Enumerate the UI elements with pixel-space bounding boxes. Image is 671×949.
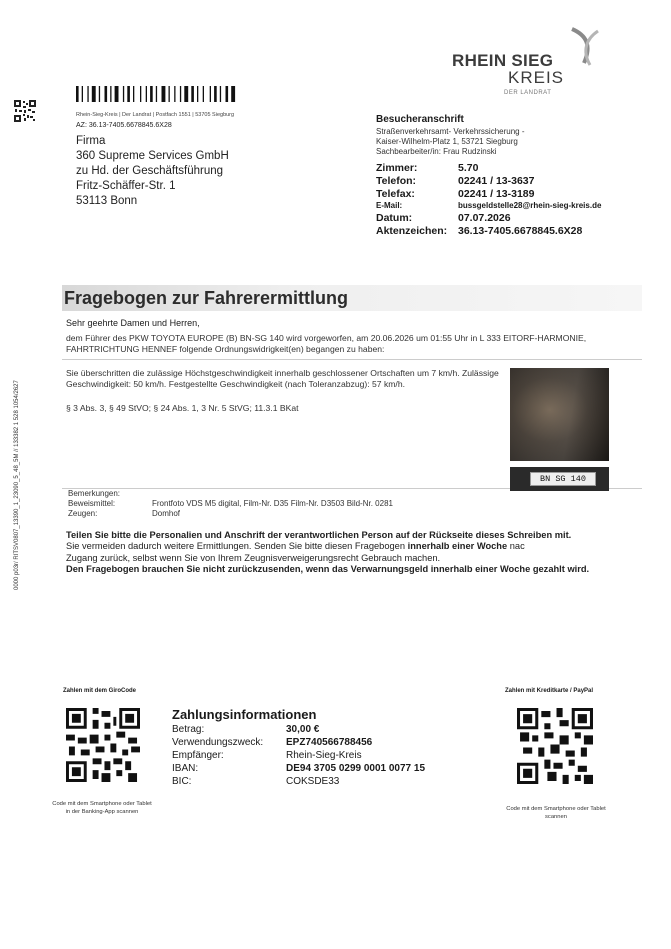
info-label-file-number: Aktenzeichen: <box>376 225 448 237</box>
recipient-line: Firma <box>76 135 106 147</box>
instruction-paragraph-2 <box>66 564 642 575</box>
evidence-label: Beweismittel: <box>68 499 116 508</box>
payment-value-amount: 30,00 € <box>286 724 320 735</box>
info-value-email[interactable]: bussgeldstelle28@rhein-sieg-kreis.de <box>458 201 602 210</box>
instruction-text-d: nac <box>507 541 525 552</box>
instruction-bold-c: innerhalb einer Woche <box>407 541 508 552</box>
recipient-line: Fritz-Schäffer-Str. 1 <box>76 180 176 192</box>
recipient-line: 53113 Bonn <box>76 195 138 207</box>
plate-text: BN SG 140 <box>530 472 596 486</box>
logo-swoosh-icon <box>568 27 602 67</box>
title-banner <box>62 285 642 311</box>
greeting: Sehr geehrte Damen und Herren, <box>66 318 200 328</box>
remarks-label: Bemerkungen: <box>68 489 121 498</box>
logo-line-2: KREIS <box>508 68 565 87</box>
postal-barcode <box>76 86 252 102</box>
side-tracking-code <box>4 330 18 590</box>
paypal-qr-code[interactable] <box>517 708 593 784</box>
intro-text: dem Führer des PKW TOYOTA EUROPE (B) BN-SG 140 wird vorgeworfen, am 20.06.2026 um 01:55 Uhr in L 333 EITORF-HARMONIE, FAHRTRICHTUNG HENNEF folgende Ordnungswidrigkeit(en) begangen zu haben: <box>66 333 587 354</box>
payment-value-recipient: Rhein-Sieg-Kreis <box>286 750 362 761</box>
visit-line: Straßenverkehrsamt- Verkehrssicherung - <box>376 127 525 136</box>
payment-value-iban: DE94 3705 0299 0001 0077 15 <box>286 763 426 774</box>
info-value-phone: 02241 / 13-3637 <box>458 175 535 187</box>
reference-number-top: AZ: 36.13-7405.6678845.6X28 <box>76 122 172 129</box>
payment-label-purpose: Verwendungszweck: <box>172 737 264 748</box>
payment-label-recipient: Empfänger: <box>172 750 224 761</box>
info-value-file-number: 36.13-7405.6678845.6X28 <box>458 225 583 237</box>
logo-line-3: DER LANDRAT <box>504 90 552 96</box>
girocode-qr-code[interactable] <box>66 708 140 782</box>
payment-label-amount: Betrag: <box>172 724 205 735</box>
paypal-label: Zahlen mit Kreditkarte / PayPal <box>505 688 594 694</box>
instructions <box>66 530 642 576</box>
info-label-fax: Telefax: <box>376 188 415 200</box>
instruction-paragraph-1 <box>66 530 642 541</box>
payment-value-purpose: EPZ740566788456 <box>286 737 373 748</box>
visit-line: Kaiser-Wilhelm-Platz 1, 53721 Siegburg <box>376 137 518 146</box>
info-value-room: 5.70 <box>458 162 479 174</box>
payment-label-iban: IBAN: <box>172 763 199 774</box>
license-plate-photo <box>510 467 609 491</box>
instruction-text-b: Sie vermeiden dadurch weitere Ermittlungen. Senden Sie bitte diesen Fragebogen <box>66 541 408 552</box>
rhein-sieg-kreis-logo <box>452 27 602 99</box>
logo-line-1: RHEIN SIEG <box>452 51 554 70</box>
small-qr-code <box>14 100 36 122</box>
sender-line: Rhein-Sieg-Kreis | Der Landrat | Postfach 1551 | 53705 Siegburg <box>76 112 235 118</box>
info-label-phone: Telefon: <box>376 175 417 187</box>
payment-value-bic: COKSDE33 <box>286 776 340 787</box>
info-value-date: 07.07.2026 <box>458 212 511 224</box>
instruction-bold-a: Teilen Sie bitte die Personalien und Anschrift der verantwortlichen Person auf der Rückseite dieses Schreiben mit. <box>66 530 572 540</box>
info-label-date: Datum: <box>376 212 413 224</box>
info-label-room: Zimmer: <box>376 162 418 174</box>
page-title: Fragebogen zur Fahrerermittlung <box>64 288 349 308</box>
instruction-paragraph-1b <box>66 541 642 552</box>
recipient-line: 360 Supreme Services GmbH <box>76 150 229 162</box>
offense-text: Sie überschritten die zulässige Höchstgeschwindigkeit innerhalb geschlossener Ortschaften um 7 km/h. Zulässige Geschwindigkeit: 50 km/h. Festgestellte Geschwindigkeit (nach Toleranzabzug): 57 km/h. <box>66 368 499 389</box>
evidence-value: Frontfoto VDS M5 digital, Film-Nr. D35 Film-Nr. D3503 Bild-Nr. 0281 <box>152 499 393 508</box>
instruction-bold-2: Den Fragebogen brauchen Sie nicht zurückzusenden, wenn das Verwarnungsgeld innerhalb einer Woche gezahlt wird. <box>66 564 590 575</box>
visit-heading: Besucheranschrift <box>376 114 464 125</box>
recipient-address <box>76 134 229 209</box>
side-code-text: 0000 p03r/ RITSV0807_13390_1_23090_5_48_5M // 133382 1 528 1054/2627 <box>14 380 20 590</box>
recipient-line: zu Hd. der Geschäftsführung <box>76 165 224 177</box>
visit-line: Sachbearbeiter/in: Frau Rudzinski <box>376 147 497 156</box>
info-label-email: E-Mail: <box>376 201 403 210</box>
legal-paragraphs: § 3 Abs. 3, § 49 StVO; § 24 Abs. 1, 3 Nr. 5 StVG; 11.3.1 BKat <box>66 403 299 413</box>
info-value-fax: 02241 / 13-3189 <box>458 188 535 200</box>
girocode-label: Zahlen mit dem GiroCode <box>63 688 137 694</box>
paypal-caption: Code mit dem Smartphone oder Tablet scannen <box>506 806 606 820</box>
witness-label: Zeugen: <box>68 509 98 518</box>
payment-label-bic: BIC: <box>172 776 192 787</box>
instruction-paragraph-1c: Zugang zurück, selbst wenn Sie von Ihrem Zeugnisverweigerungsrecht Gebrauch machen. <box>66 552 441 563</box>
payment-heading: Zahlungsinformationen <box>172 707 317 722</box>
witness-value: Domhof <box>152 509 181 518</box>
speed-camera-photo <box>510 368 609 461</box>
girocode-caption: Code mit dem Smartphone oder Tablet in der Banking-App scannen <box>52 801 152 815</box>
